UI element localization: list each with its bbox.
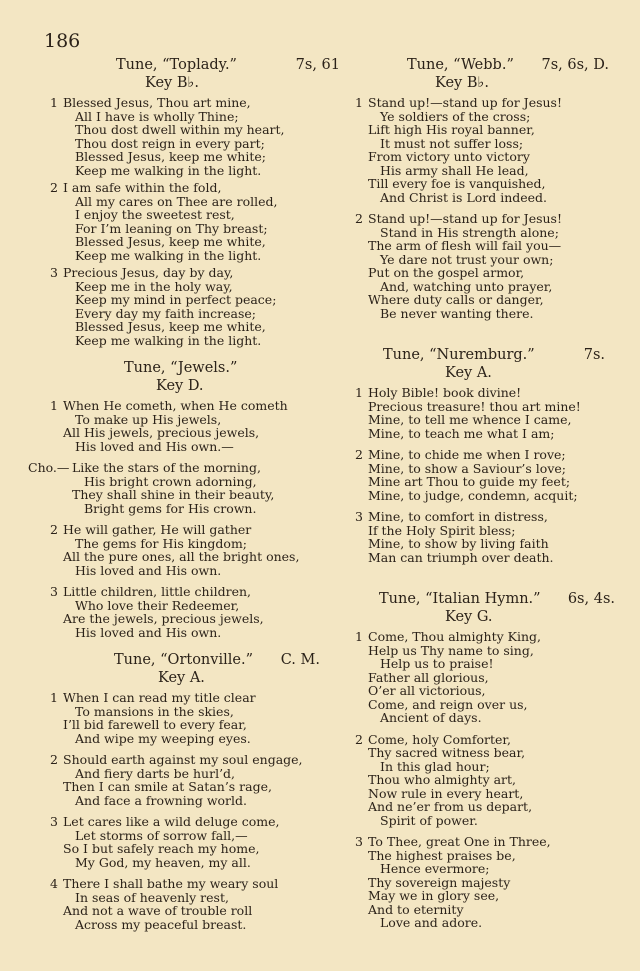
tune-heading: [50, 56, 340, 74]
verse-line: It must not suffer loss;: [380, 135, 524, 151]
verse-line: His loved and His own.: [75, 562, 222, 578]
right-column: [355, 56, 615, 930]
verse: [50, 815, 340, 869]
verse-number: 3: [50, 584, 58, 599]
verse: [50, 585, 340, 639]
verse-line: Mine, to teach me what I am;: [368, 425, 555, 441]
verse-line: Thy sacred witness bear,: [368, 745, 526, 760]
verse-line: Till every foe is vanquished,: [368, 176, 546, 191]
verse-line: In seas of heavenly rest,: [75, 889, 229, 905]
verse: [50, 399, 340, 453]
tune-meter: C. M.: [280, 652, 320, 668]
verse-number: 2: [50, 522, 58, 537]
verse-line: Ye dare not trust your own;: [380, 251, 554, 267]
verse-line: Hence evermore;: [380, 861, 490, 876]
verse-line: Come, holy Comforter,: [368, 731, 511, 747]
verse-line: Father all glorious,: [368, 669, 489, 685]
verse-line: His loved and His own.—: [75, 438, 234, 454]
verse-line: Come, and reign over us,: [368, 696, 528, 712]
verse-number: 2: [50, 752, 58, 767]
verse-line: Help us to praise!: [380, 656, 494, 671]
hymn-webb: [355, 56, 615, 320]
verse-line: Come, Thou almighty King,: [368, 629, 541, 644]
verse: [50, 691, 340, 745]
verse: [50, 181, 340, 262]
verse: [355, 835, 615, 930]
verse-line: Stand up!—stand up for Jesus!: [368, 95, 562, 110]
verse-number: 2: [355, 447, 363, 462]
verse-line: Blessed Jesus, keep me white,: [75, 319, 266, 334]
verse: [355, 733, 615, 828]
verse-line: They shall shine in their beauty,: [72, 487, 275, 502]
verse-line: There I shall bathe my weary soul: [63, 876, 279, 891]
verse-number: 1: [50, 398, 58, 413]
verse-line: Blessed Jesus, keep me white,: [75, 234, 266, 249]
verse-line: All I have is wholly Thine;: [75, 108, 239, 124]
verse: [355, 448, 615, 502]
verse-line: Are the jewels, precious jewels,: [63, 611, 264, 626]
verse-number: 3: [50, 814, 58, 829]
verse-line: Across my peaceful breast.: [75, 916, 247, 932]
verse-line: Mine, to tell me whence I came,: [368, 412, 572, 427]
verse-number: 1: [50, 690, 58, 705]
hymn-toplady: [50, 56, 340, 347]
verse-line: Ye soldiers of the cross;: [380, 108, 531, 124]
verse-line: Thou who almighty art,: [368, 772, 517, 787]
tune-meter: 7s.: [583, 347, 605, 363]
verse-line: Thy sovereign majesty: [368, 874, 511, 890]
verse-line: To Thee, great One in Three,: [368, 834, 551, 849]
verse: [355, 510, 615, 564]
tune-meter: 7s, 61: [295, 57, 340, 73]
verse-line: To mansions in the skies,: [75, 703, 234, 719]
verse-line: Help us Thy name to sing,: [368, 642, 534, 658]
verse-line: Mine, to chide me when I rove;: [368, 447, 566, 462]
verse-line: He will gather, He will gather: [63, 522, 252, 537]
tune-meter: 6s, 4s.: [567, 591, 615, 607]
verse-line: Mine art Thou to guide my feet;: [368, 474, 571, 489]
tune-heading: [355, 56, 615, 74]
verse-line: Mine, to comfort in distress,: [368, 509, 548, 524]
verse-line: And face a frowning world.: [75, 792, 248, 808]
verse: [355, 212, 615, 320]
verse-line: Now rule in every heart,: [368, 785, 524, 801]
verse-line: The gems for His kingdom;: [75, 535, 248, 551]
verse: [355, 386, 615, 440]
verse-line: Keep me walking in the light.: [75, 247, 262, 263]
verse-line: All my cares on Thee are rolled,: [75, 193, 278, 209]
verse-line: Stand in His strength alone;: [380, 224, 559, 240]
verse-number: 4: [50, 876, 58, 891]
verse-line: Keep me walking in the light.: [75, 332, 262, 348]
verse: [50, 523, 340, 577]
verse-line: Let cares like a wild deluge come,: [63, 814, 280, 829]
verse-line: For I’m leaning on Thy breast;: [75, 220, 268, 236]
verse-line: Little children, little children,: [63, 584, 251, 599]
left-column: [28, 56, 340, 932]
hymn-italian-hymn: [355, 590, 615, 930]
verse-number: 1: [355, 385, 363, 400]
chorus-label: Cho.—: [28, 460, 70, 475]
verse-line: Mine, to show by living faith: [368, 536, 549, 551]
verse-line: Thou dost dwell within my heart,: [75, 122, 285, 137]
tune-name: Tune, “Italian Hymn.”: [379, 591, 541, 607]
verse-number: 2: [50, 180, 58, 195]
verse-line: To make up His jewels,: [75, 411, 222, 427]
hymn-key: Key A.: [158, 670, 205, 686]
verse-line: Bright gems for His crown.: [84, 500, 257, 516]
verse-line: In this glad hour;: [380, 758, 490, 774]
verse-line: And to eternity: [368, 901, 464, 917]
verse-line: The highest praises be,: [368, 847, 516, 863]
verse-line: Be never wanting there.: [380, 305, 534, 321]
verse-line: Man can triumph over death.: [368, 549, 554, 565]
verse-line: If the Holy Spirit bless;: [368, 522, 516, 538]
verse-line: I am safe within the fold,: [63, 180, 222, 195]
verse-line: And fiery darts be hurl’d,: [75, 765, 236, 781]
hymn-key: Key G.: [445, 609, 493, 625]
tune-heading: [355, 346, 615, 364]
verse-line: Love and adore.: [380, 915, 483, 930]
tune-name: Tune, “Jewels.”: [124, 360, 238, 376]
hymn-key: Key A.: [445, 365, 492, 381]
verse: [355, 630, 615, 725]
verse-line: Then I can smile at Satan’s rage,: [63, 779, 272, 794]
tune-heading: [50, 651, 340, 669]
verse-line: So I but safely reach my home,: [63, 841, 260, 856]
verse-line: Thou dost reign in every part;: [75, 135, 265, 151]
verse-line: Put on the gospel armor,: [368, 265, 525, 280]
page-number: 186: [44, 30, 81, 52]
tune-name: Tune, “Nuremburg.”: [383, 347, 535, 363]
verse-line: I enjoy the sweetest rest,: [75, 207, 235, 222]
tune-name: Tune, “Ortonville.”: [114, 652, 253, 668]
tune-heading: [355, 590, 615, 608]
verse-line: I’ll bid farewell to every fear,: [63, 717, 247, 732]
verse: [50, 753, 340, 807]
tune-name: Tune, “Toplady.”: [116, 57, 237, 73]
verse-line: Let storms of sorrow fall,—: [75, 827, 248, 843]
verse-line: May we in glory see,: [368, 888, 500, 903]
verse-line: Precious Jesus, day by day,: [63, 265, 234, 280]
verse-line: And ne’er from us depart,: [368, 799, 533, 814]
verse-number: 2: [355, 211, 363, 226]
verse-number: 3: [50, 265, 58, 280]
verse-line: From victory unto victory: [368, 149, 530, 164]
hymn-nuremburg: [355, 346, 615, 564]
verse-line: Precious treasure! thou art mine!: [368, 398, 581, 414]
verse-number: 1: [50, 95, 58, 110]
verse-line: His bright crown adorning,: [84, 473, 257, 489]
verse-line: Blessed Jesus, keep me white;: [75, 149, 266, 164]
verse-line: Holy Bible! book divine!: [368, 385, 522, 400]
hymn-key: Key B♭.: [145, 75, 199, 91]
verse-line: Spirit of power.: [380, 812, 478, 828]
verse-line: Stand up!—stand up for Jesus!: [368, 211, 562, 226]
hymn-key: Key D.: [156, 378, 204, 394]
tune-name: Tune, “Webb.”: [407, 57, 514, 73]
verse: [355, 96, 615, 204]
tune-heading: [50, 359, 340, 377]
verse-number: 1: [355, 629, 363, 644]
verse-line: Every day my faith increase;: [75, 305, 256, 321]
verse-line: His army shall He lead,: [380, 162, 529, 178]
verse-line: When I can read my title clear: [63, 690, 256, 705]
verse-line: When He cometh, when He cometh: [63, 398, 288, 413]
verse-line: Keep me walking in the light.: [75, 162, 262, 178]
tune-meter: 7s, 6s, D.: [541, 57, 609, 73]
verse: [50, 266, 340, 347]
verse-number: 3: [355, 834, 363, 849]
verse-line: All His jewels, precious jewels,: [63, 425, 260, 440]
verse-line: O’er all victorious,: [368, 683, 486, 698]
verse-line: My God, my heaven, my all.: [75, 854, 251, 870]
verse-line: And Christ is Lord indeed.: [380, 189, 548, 205]
verse-line: Like the stars of the morning,: [72, 460, 261, 475]
verse-line: Mine, to show a Saviour’s love;: [368, 460, 566, 476]
verse-line: Ancient of days.: [380, 710, 482, 725]
verse: [50, 877, 340, 931]
verse-line: Blessed Jesus, Thou art mine,: [63, 95, 251, 110]
verse-line: All the pure ones, all the bright ones,: [63, 549, 300, 564]
chorus: [28, 461, 340, 515]
verse-line: And, watching unto prayer,: [380, 278, 553, 294]
verse-number: 1: [355, 95, 363, 110]
verse-line: Lift high His royal banner,: [368, 122, 535, 137]
verse-line: Where duty calls or danger,: [368, 292, 544, 307]
verse-line: Should earth against my soul engage,: [63, 752, 303, 767]
verse-line: His loved and His own.: [75, 624, 222, 640]
verse-line: Mine, to judge, condemn, acquit;: [368, 487, 578, 503]
hymn-ortonville: [50, 651, 340, 931]
verse-number: 3: [355, 509, 363, 524]
verse-line: And not a wave of trouble roll: [63, 903, 253, 918]
hymn-key: Key B♭.: [435, 75, 489, 91]
verse-number: 2: [355, 731, 363, 747]
verse-line: And wipe my weeping eyes.: [75, 730, 251, 746]
verse-line: Keep me in the holy way,: [75, 278, 233, 294]
verse-line: The arm of flesh will fail you—: [368, 238, 562, 253]
hymn-jewels: [28, 359, 340, 640]
verse-line: Who love their Redeemer,: [75, 597, 240, 613]
verse-line: Keep my mind in perfect peace;: [75, 292, 277, 307]
verse: [50, 96, 340, 177]
